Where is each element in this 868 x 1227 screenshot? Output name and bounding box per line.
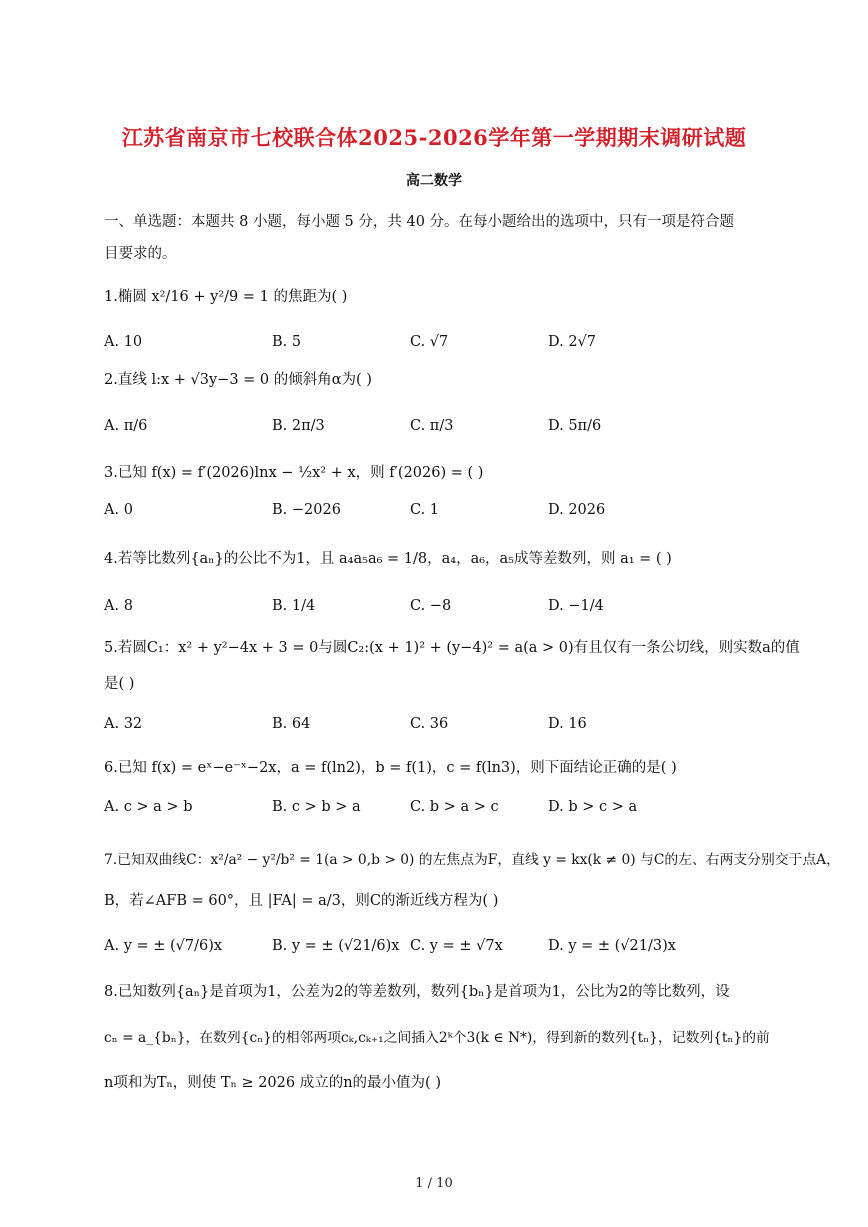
q6-option-a: A. c > a > b: [104, 799, 193, 815]
q7-option-d: D. y = ± (√21/3)x: [548, 938, 676, 954]
q3-option-c: C. 1: [410, 502, 440, 518]
question-1-stem: 1.椭圆 x²/16 + y²/9 = 1 的焦距为( ): [104, 289, 348, 305]
page-title: 江苏省南京市七校联合体2025-2026学年第一学期期末调研试题: [121, 125, 747, 150]
q7-option-c: C. y = ± √7x: [410, 938, 503, 954]
question-8-stem-cont2: n项和为Tₙ，则使 Tₙ ≥ 2026 成立的n的最小值为( ): [104, 1075, 441, 1091]
question-7-stem-cont: B，若∠AFB = 60°，且 |FA| = a/3，则C的渐近线方程为( ): [104, 893, 499, 909]
q3-option-b: B. −2026: [272, 502, 341, 518]
q5-option-d: D. 16: [548, 716, 587, 732]
page-number: 1 / 10: [415, 1176, 453, 1191]
q4-option-d: D. −1/4: [548, 598, 604, 614]
q7-option-b: B. y = ± (√21/6)x: [272, 938, 400, 954]
question-3-stem: 3.已知 f(x) = f′(2026)lnx − ½x² + x，则 f′(2026) = ( ): [104, 465, 484, 481]
q2-option-a: A. π/6: [104, 418, 148, 434]
q2-option-d: D. 5π/6: [548, 418, 602, 434]
question-5-stem-cont: 是( ): [104, 676, 135, 692]
q1-option-b: B. 5: [272, 334, 302, 350]
q1-option-c: C. √7: [410, 334, 449, 350]
q5-option-c: C. 36: [410, 716, 449, 732]
q6-option-b: B. c > b > a: [272, 799, 361, 815]
question-2-stem: 2.直线 l:x + √3y−3 = 0 的倾斜角α为( ): [104, 372, 372, 388]
q7-option-a: A. y = ± (√7/6)x: [104, 938, 223, 954]
question-4-stem: 4.若等比数列{aₙ}的公比不为1，且 a₄a₅a₆ = 1/8，a₄，a₆，a₅成等差数列，则 a₁ = ( ): [104, 551, 672, 567]
section-heading-line1: 一、单选题：本题共 8 小题，每小题 5 分，共 40 分。在每小题给出的选项中，只有一项是符合题: [104, 214, 735, 230]
q3-option-a: A. 0: [104, 502, 133, 518]
q4-option-b: B. 1/4: [272, 598, 316, 614]
q1-option-a: A. 10: [104, 334, 143, 350]
q4-option-a: A. 8: [104, 598, 133, 614]
q2-option-c: C. π/3: [410, 418, 454, 434]
q4-option-c: C. −8: [410, 598, 452, 614]
q2-option-b: B. 2π/3: [272, 418, 325, 434]
q3-option-d: D. 2026: [548, 502, 606, 518]
q6-option-d: D. b > c > a: [548, 799, 638, 815]
q1-option-d: D. 2√7: [548, 334, 597, 350]
question-5-stem: 5.若圆C₁：x² + y²−4x + 3 = 0与圆C₂:(x + 1)² + (y−4)² = a(a > 0)有且仅有一条公切线，则实数a的值: [104, 640, 800, 656]
question-8-stem: 8.已知数列{aₙ}是首项为1，公差为2的等差数列，数列{bₙ}是首项为1，公比为2的等比数列，设: [104, 984, 730, 1000]
q5-option-b: B. 64: [272, 716, 311, 732]
section-heading-line2: 目要求的。: [104, 246, 177, 262]
subject-title: 高二数学: [406, 173, 462, 189]
question-6-stem: 6.已知 f(x) = eˣ−e⁻ˣ−2x，a = f(ln2)，b = f(1)，c = f(ln3)，则下面结论正确的是( ): [104, 760, 677, 776]
question-7-stem: 7.已知双曲线C：x²/a² − y²/b² = 1(a > 0,b > 0) 的左焦点为F，直线 y = kx(k ≠ 0) 与C的左、右两支分别交于点A，: [104, 852, 840, 868]
q5-option-a: A. 32: [104, 716, 143, 732]
question-8-stem-cont: cₙ = a_{bₙ}，在数列{cₙ}的相邻两项cₖ,cₖ₊₁之间插入2ᵏ个3(k ∈ N*)，得到新的数列{tₙ}，记数列{tₙ}的前: [104, 1030, 770, 1046]
q6-option-c: C. b > a > c: [410, 799, 499, 815]
